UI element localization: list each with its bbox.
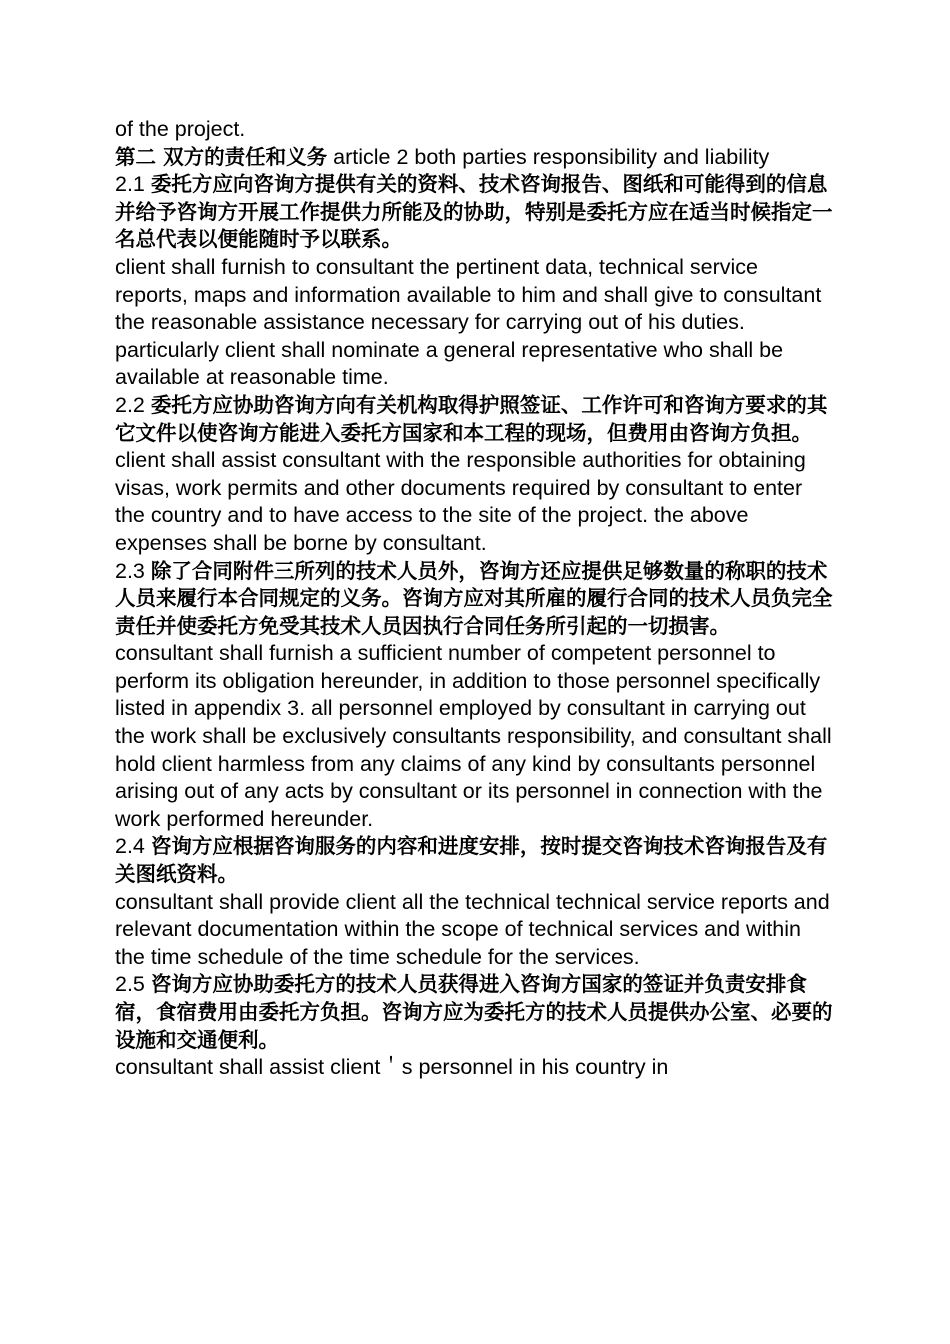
clause-2-5-en: consultant shall assist client＇s personnel in his country in — [115, 1055, 669, 1080]
document-page — [115, 116, 835, 1082]
clause-cn-text: 委托方应协助咨询方向有关机构取得护照签证、工作许可和咨询方要求的其它文件以使咨询方能进入委托方国家和本工程的现场，但费用由咨询方负担。 — [115, 392, 828, 445]
clause-cn-text: 委托方应向咨询方提供有关的资料、技术咨询报告、图纸和可能得到的信息并给予咨询方开展工作提供力所能及的协助，特别是委托方应在适当时候指定一名总代表以便能随时予以联系。 — [115, 172, 833, 252]
clause-2-1-cn — [115, 171, 835, 254]
clause-number: 2.2 — [115, 392, 151, 417]
article-2-heading — [115, 144, 835, 172]
clause-cn-text: 除了合同附件三所列的技术人员外，咨询方还应提供足够数量的称职的技术人员来履行本合同规定的义务。咨询方应对其所雇的履行合同的技术人员负完全责任并使委托方免受其技术人员因执行合同任务所引起的一切损害。 — [115, 558, 833, 638]
clause-number: 2.4 — [115, 834, 151, 859]
clause-2-2-en: client shall assist consultant with the responsible authorities for obtaining visas, work permits and other documents required by consultant to enter the country and to have access to the site of the project. the above expenses shall be borne by consultant. — [115, 448, 806, 555]
clause-number: 2.3 — [115, 558, 151, 583]
clause-2-4-cn — [115, 833, 835, 888]
clause-cn-text: 咨询方应根据咨询服务的内容和进度安排，按时提交咨询技术咨询报告及有关图纸资料。 — [115, 834, 828, 887]
clause-number: 2.1 — [115, 172, 151, 197]
clause-2-3-en: consultant shall furnish a sufficient number of competent personnel to perform its obligation hereunder, in addition to those personnel specifically listed in appendix 3. all personnel employed by consultant in carrying out the work shall be exclusively consultants responsibility, and consultant shall hold client harmless from any claims of any kind by consultants personnel arising out of any acts by consultant or its personnel in connection with the work performed hereunder. — [115, 641, 832, 831]
clause-2-3-cn — [115, 558, 835, 641]
clause-2-2-cn — [115, 392, 835, 447]
clause-2-5-cn — [115, 971, 835, 1054]
clause-2-1-en: client shall furnish to consultant the pertinent data, technical service reports, maps and information available to him and shall give to consultant the reasonable assistance necessary for carrying out of his duties. particularly client shall nominate a general representative who shall be available at reasonable time. — [115, 254, 822, 390]
clause-2-4-en: consultant shall provide client all the technical technical service reports and relevant documentation within the scope of technical services and within the time schedule of the time schedule for the services. — [115, 889, 830, 969]
opening-line: of the project. — [115, 117, 246, 141]
article-2-cn-title: 第二 双方的责任和义务 — [115, 144, 328, 169]
clause-cn-text: 咨询方应协助委托方的技术人员获得进入咨询方国家的签证并负责安排食宿，食宿费用由委托方负担。咨询方应为委托方的技术人员提供办公室、必要的设施和交通便利。 — [115, 972, 833, 1052]
clause-number: 2.5 — [115, 972, 151, 997]
article-2-en-title: article 2 both parties responsibility and liability — [327, 144, 770, 169]
